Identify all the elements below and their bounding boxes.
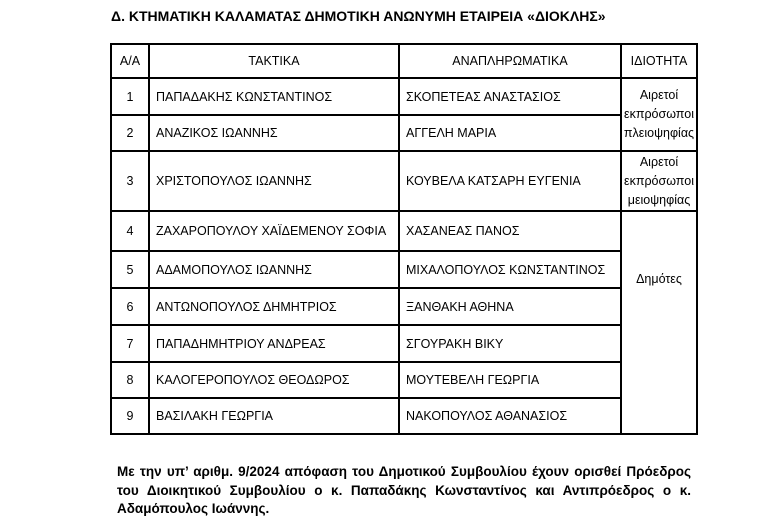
substitute-member: ΜΙΧΑΛΟΠΟΥΛΟΣ ΚΩΝΣΤΑΝΤΙΝΟΣ [399,251,621,288]
header-aa: Α/Α [111,44,149,78]
row-number: 8 [111,362,149,398]
regular-member: ΒΑΣΙΛΑΚΗ ΓΕΩΡΓΙΑ [149,398,399,434]
capacity-line: μειοψηφίας [627,192,691,207]
substitute-member: ΜΟΥΤΕΒΕΛΗ ΓΕΩΡΓΙΑ [399,362,621,398]
substitute-member: ΣΓΟΥΡΑΚΗ ΒΙΚΥ [399,325,621,362]
capacity-minority [621,151,697,211]
regular-member: ΠΑΠΑΔΗΜΗΤΡΙΟΥ ΑΝΔΡΕΑΣ [149,325,399,362]
header-substitute: ΑΝΑΠΛΗΡΩΜΑΤΙΚΑ [399,44,621,78]
regular-member: ΚΑΛΟΓΕΡΟΠΟΥΛΟΣ ΘΕΟΔΩΡΟΣ [149,362,399,398]
table-row [111,211,697,251]
substitute-member: ΝΑΚΟΠΟΥΛΟΣ ΑΘΑΝΑΣΙΟΣ [399,398,621,434]
regular-member: ΠΑΠΑΔΑΚΗΣ ΚΩΝΣΤΑΝΤΙΝΟΣ [149,78,399,115]
board-members-table [110,43,698,435]
substitute-member: ΑΓΓΕΛΗ ΜΑΡΙΑ [399,115,621,151]
substitute-member: ΞΑΝΘΑΚΗ ΑΘΗΝΑ [399,288,621,325]
capacity-citizens: Δημότες [621,211,697,434]
table-row [111,251,697,288]
row-number: 5 [111,251,149,288]
table-row [111,398,697,434]
document-title: Δ. ΚΤΗΜΑΤΙΚΗ ΚΑΛΑΜΑΤΑΣ ΔΗΜΟΤΙΚΗ ΑΝΩΝΥΜΗ ΕΤΑΙΡΕΙΑ «ΔΙΟΚΛΗΣ» [111,8,606,24]
row-number: 7 [111,325,149,362]
row-number: 6 [111,288,149,325]
row-number: 9 [111,398,149,434]
capacity-line: εκπρόσωποι [624,173,694,188]
capacity-line: Αιρετοί [639,88,679,102]
table-row [111,288,697,325]
capacity-line: εκπρόσωποι [624,107,694,121]
row-number: 1 [111,78,149,115]
regular-member: ΑΝΤΩΝΟΠΟΥΛΟΣ ΔΗΜΗΤΡΙΟΣ [149,288,399,325]
table-header-row [111,44,697,78]
table-row [111,115,697,151]
regular-member: ΧΡΙΣΤΟΠΟΥΛΟΣ ΙΩΑΝΝΗΣ [149,151,399,211]
substitute-member: ΧΑΣΑΝΕΑΣ ΠΑΝΟΣ [399,211,621,251]
capacity-line: πλειοψηφίας [623,126,695,140]
regular-member: ΖΑΧΑΡΟΠΟΥΛΟΥ ΧΑΪΔΕΜΕΝΟΥ ΣΟΦΙΑ [149,211,399,251]
table-row [111,325,697,362]
capacity-line: Αιρετοί [639,154,679,169]
substitute-member: ΣΚΟΠΕΤΕΑΣ ΑΝΑΣΤΑΣΙΟΣ [399,78,621,115]
regular-member: ΑΔΑΜΟΠΟΥΛΟΣ ΙΩΑΝΝΗΣ [149,251,399,288]
table-row [111,78,697,115]
header-capacity: ΙΔΙΟΤΗΤΑ [621,44,697,78]
row-number: 3 [111,151,149,211]
table-row [111,362,697,398]
regular-member: ΑΝΑΖΙΚΟΣ ΙΩΑΝΝΗΣ [149,115,399,151]
header-regular: ΤΑΚΤΙΚΑ [149,44,399,78]
substitute-member: ΚΟΥΒΕΛΑ ΚΑΤΣΑΡΗ ΕΥΓΕΝΙΑ [399,151,621,211]
capacity-majority [621,78,697,151]
appointment-paragraph: Με την υπ’ αριθμ. 9/2024 απόφαση του Δημοτικού Συμβουλίου έχουν ορισθεί Πρόεδρος του Διοικητικού Συμβουλίου ο κ. Παπαδάκης Κωνσταντίνος και Αντιπρόεδρος ο κ. Αδαμόπουλος Ιωάννης. [117,464,691,516]
row-number: 4 [111,211,149,251]
table-row [111,151,697,211]
row-number: 2 [111,115,149,151]
